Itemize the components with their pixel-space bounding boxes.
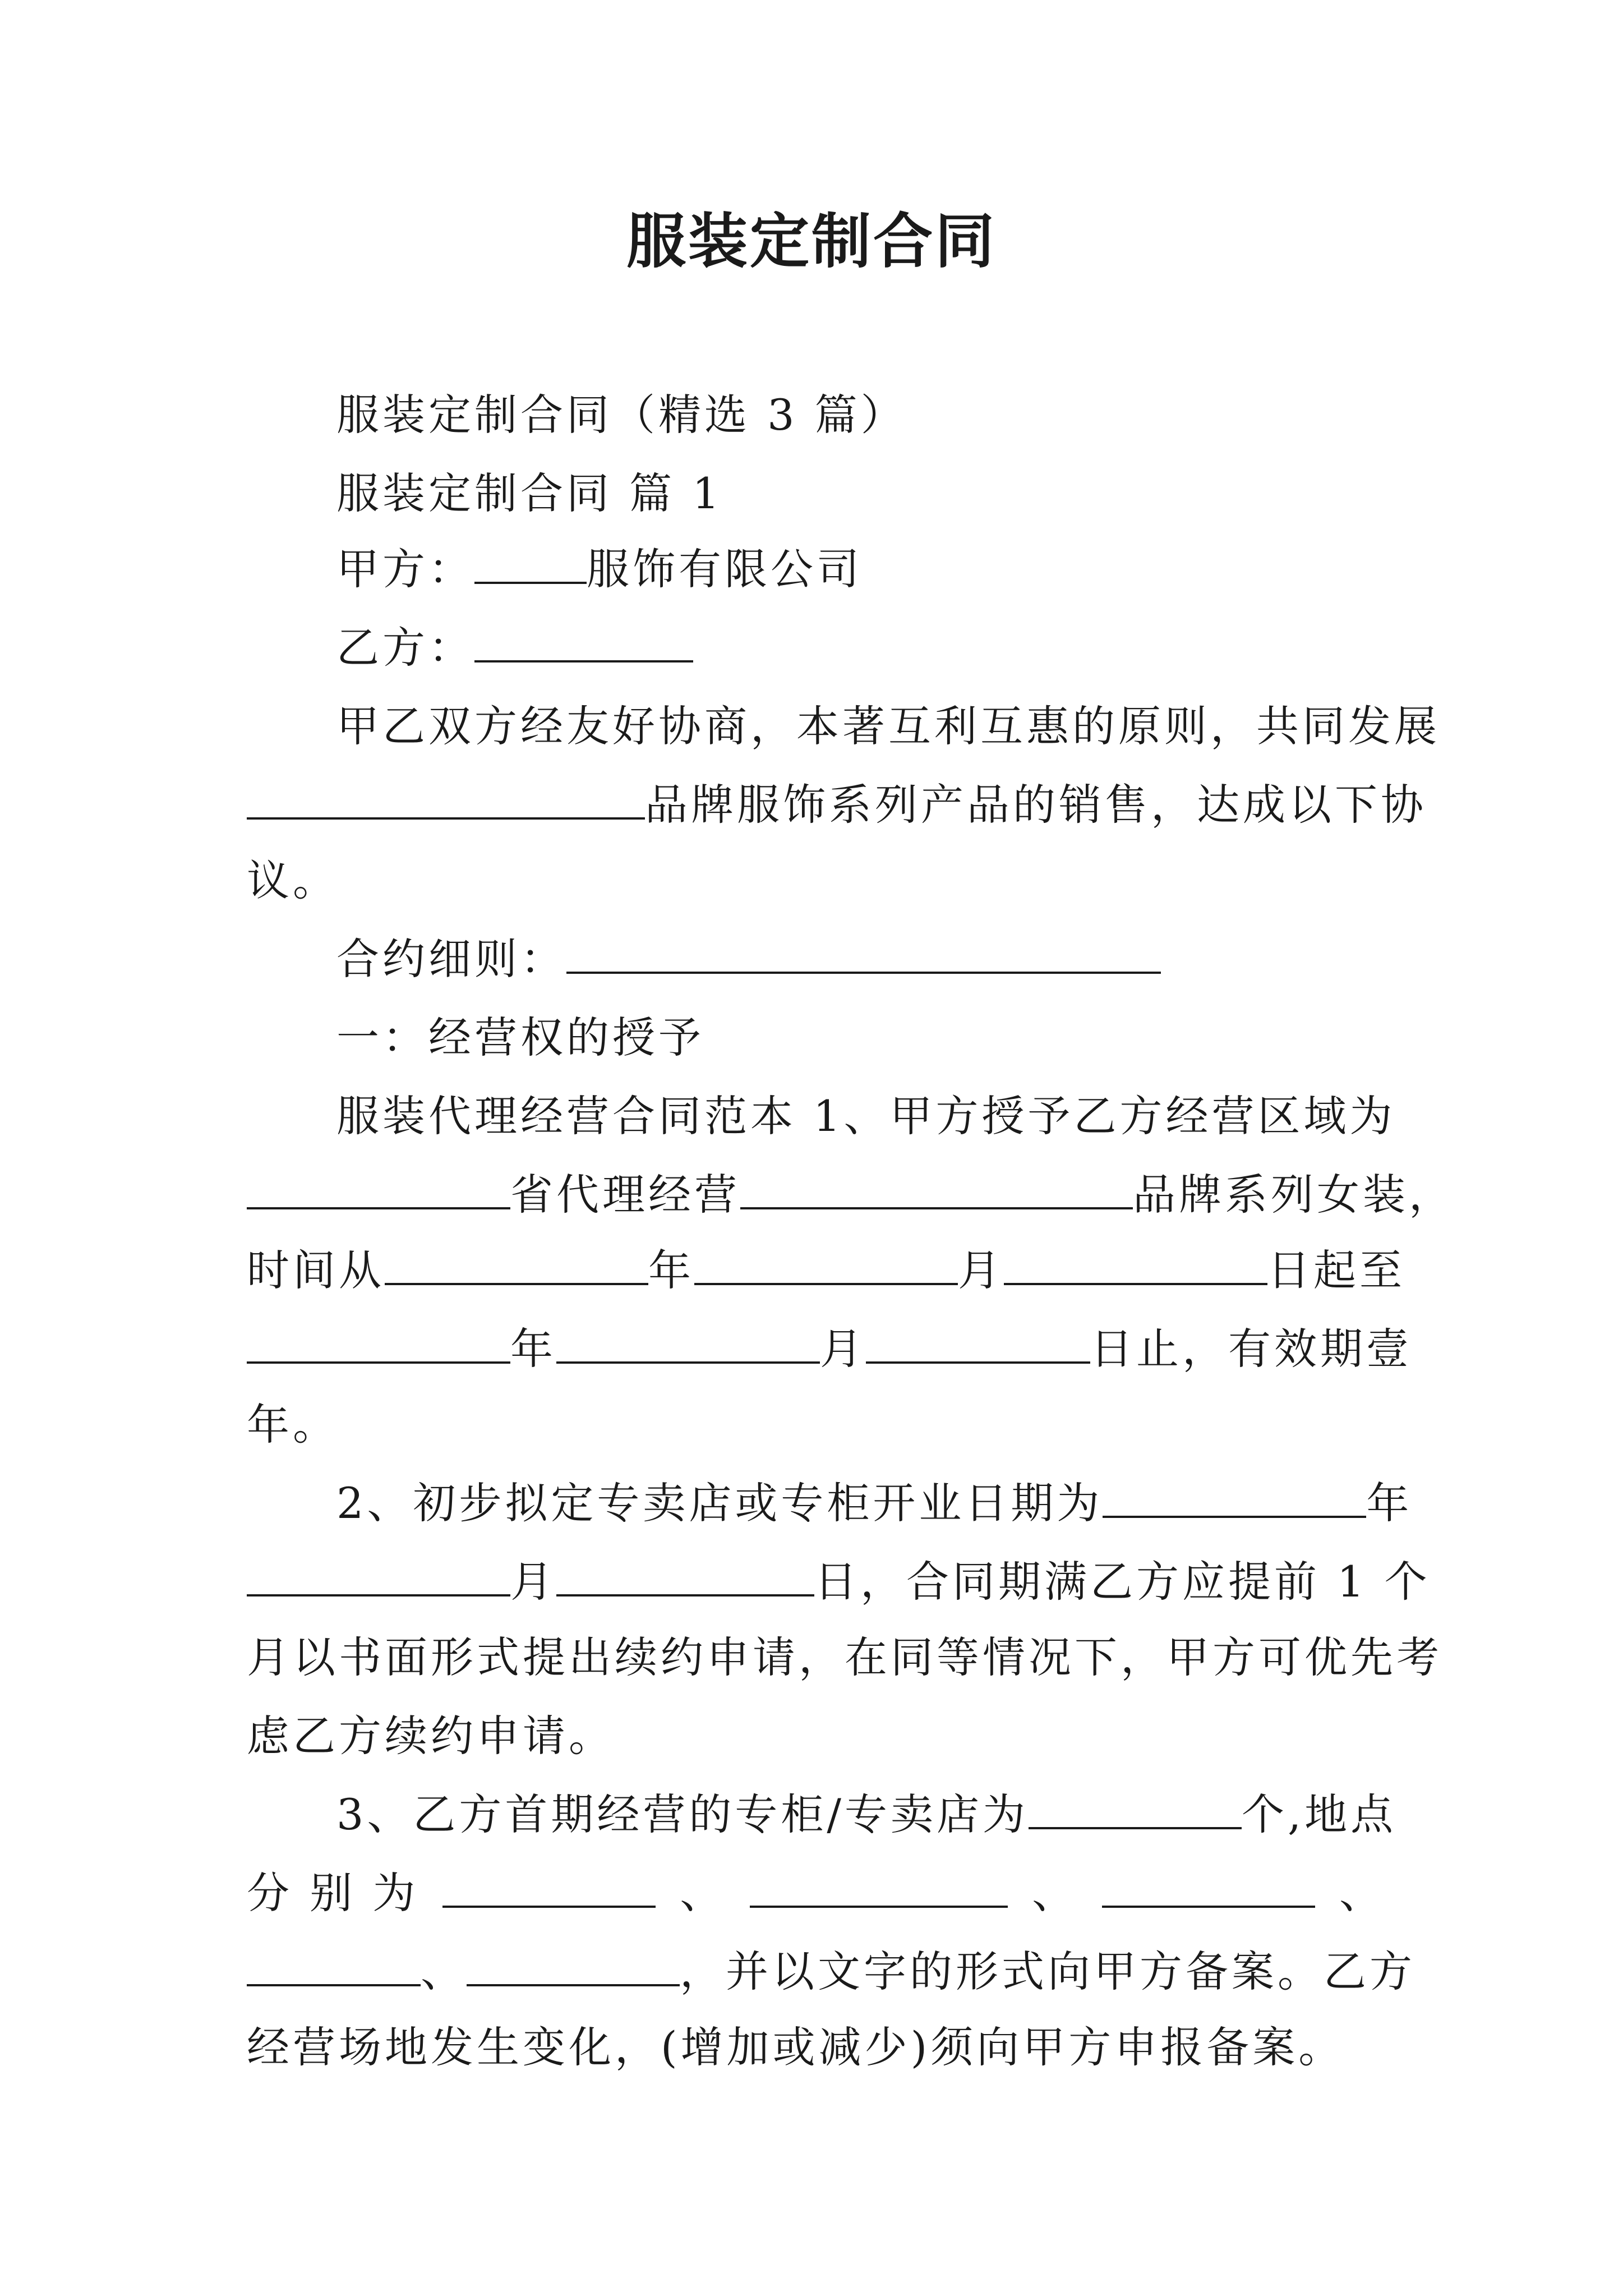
p1-line-1: 服装代理经营合同范本 1、甲方授予乙方经营区域为 <box>336 1091 1396 1141</box>
brand-series-blank <box>740 1167 1133 1209</box>
rules-blank <box>566 931 1161 974</box>
p3-line-3 <box>247 1944 1415 2000</box>
party-b-blank <box>474 620 693 662</box>
open-month-blank <box>247 1554 510 1596</box>
separator-2: 、 <box>1032 1868 1078 1918</box>
start-year-blank <box>385 1243 648 1285</box>
p1-line-3-text-b: 年 <box>648 1245 694 1295</box>
open-year-blank <box>1103 1475 1366 1518</box>
p1-line-2-text-b: 品牌系列女装， <box>1133 1170 1455 1220</box>
rules-line <box>336 931 1161 987</box>
end-year-blank <box>247 1321 510 1364</box>
location-1-blank <box>442 1865 656 1908</box>
p1-line-5: 年。 <box>247 1400 339 1450</box>
open-day-blank <box>556 1554 814 1596</box>
p2-line-3: 月以书面形式提出续约申请，在同等情况下，甲方可优先考 <box>247 1632 1442 1682</box>
location-5-blank <box>467 1944 680 1986</box>
location-3-blank <box>1102 1865 1315 1908</box>
location-4-blank <box>247 1944 421 1986</box>
province-blank <box>247 1167 510 1209</box>
party-b-label: 乙方： <box>336 623 474 673</box>
p2-line-1-text-b: 年 <box>1366 1478 1413 1528</box>
party-a-line <box>336 541 863 597</box>
p3-line-1-text-b: 个,地点 <box>1241 1789 1397 1839</box>
separator-3: 、 <box>1339 1868 1385 1918</box>
p3-line-3-text-a: 、 <box>421 1947 467 1996</box>
start-month-blank <box>694 1243 958 1285</box>
location-3 <box>1102 1865 1315 1921</box>
section-1-heading: 一：经营权的授予 <box>336 1013 704 1062</box>
p3-line-3-text-b: ，并以文字的形式向甲方备案。乙方 <box>680 1947 1415 1996</box>
p2-line-2-text-a: 月 <box>510 1557 556 1607</box>
p3-line-4: 经营场地发生变化，(增加或减少)须向甲方申报备案。 <box>247 2022 1345 2072</box>
p1-line-4-text-c: 日止，有效期壹 <box>1090 1324 1412 1374</box>
location-2-blank <box>750 1865 1008 1908</box>
p1-line-3-text-a: 时间从 <box>247 1245 385 1295</box>
party-b-line <box>336 620 693 676</box>
p3-line-1 <box>336 1787 1396 1843</box>
chapter-heading: 服装定制合同 篇 1 <box>336 468 723 518</box>
p1-line-4-text-a: 年 <box>510 1324 556 1374</box>
rules-label: 合约细则： <box>336 934 566 984</box>
p1-line-2 <box>247 1167 1455 1223</box>
p3-line-2-text-a: 分 别 为 <box>247 1868 419 1918</box>
intro-line-1: 甲乙双方经友好协商，本著互利互惠的原则，共同发展 <box>336 701 1440 751</box>
p1-line-4 <box>247 1321 1412 1377</box>
end-day-blank <box>866 1321 1090 1364</box>
subtitle: 服装定制合同（精选 3 篇） <box>336 390 907 440</box>
party-a-label: 甲方： <box>336 544 474 594</box>
p2-line-2 <box>247 1554 1431 1610</box>
p3-line-1-text-a: 3、乙方首期经营的专柜/专卖店为 <box>336 1789 1029 1839</box>
party-a-blank <box>474 541 587 584</box>
intro-line-2-text: 品牌服饰系列产品的销售，达成以下协 <box>645 780 1427 830</box>
brand-blank <box>247 777 645 820</box>
intro-line-2 <box>247 777 1427 833</box>
p1-line-3 <box>247 1243 1405 1299</box>
p1-line-2-text-a: 省代理经营 <box>510 1170 740 1220</box>
p2-line-1 <box>336 1475 1412 1531</box>
p2-line-1-text-a: 2、初步拟定专卖店或专柜开业日期为 <box>336 1478 1103 1528</box>
start-day-blank <box>1004 1243 1267 1285</box>
document-title: 服装定制合同 <box>626 206 997 276</box>
intro-line-3: 议。 <box>247 855 339 905</box>
store-count-blank <box>1029 1787 1242 1829</box>
location-2 <box>750 1865 1008 1921</box>
p2-line-2-text-b: 日，合同期满乙方应提前 1 个 <box>814 1557 1431 1607</box>
p2-line-4: 虑乙方续约申请。 <box>247 1711 615 1761</box>
separator-1: 、 <box>680 1868 726 1918</box>
p1-line-3-text-c: 月 <box>958 1245 1004 1295</box>
p3-line-2-row <box>247 1865 1385 1921</box>
party-a-suffix: 服饰有限公司 <box>587 544 863 594</box>
p1-line-4-text-b: 月 <box>820 1324 866 1374</box>
p3-line-2 <box>247 1865 1385 1921</box>
location-1 <box>442 1865 656 1921</box>
p1-line-3-text-d: 日起至 <box>1267 1245 1405 1295</box>
end-month-blank <box>556 1321 820 1364</box>
